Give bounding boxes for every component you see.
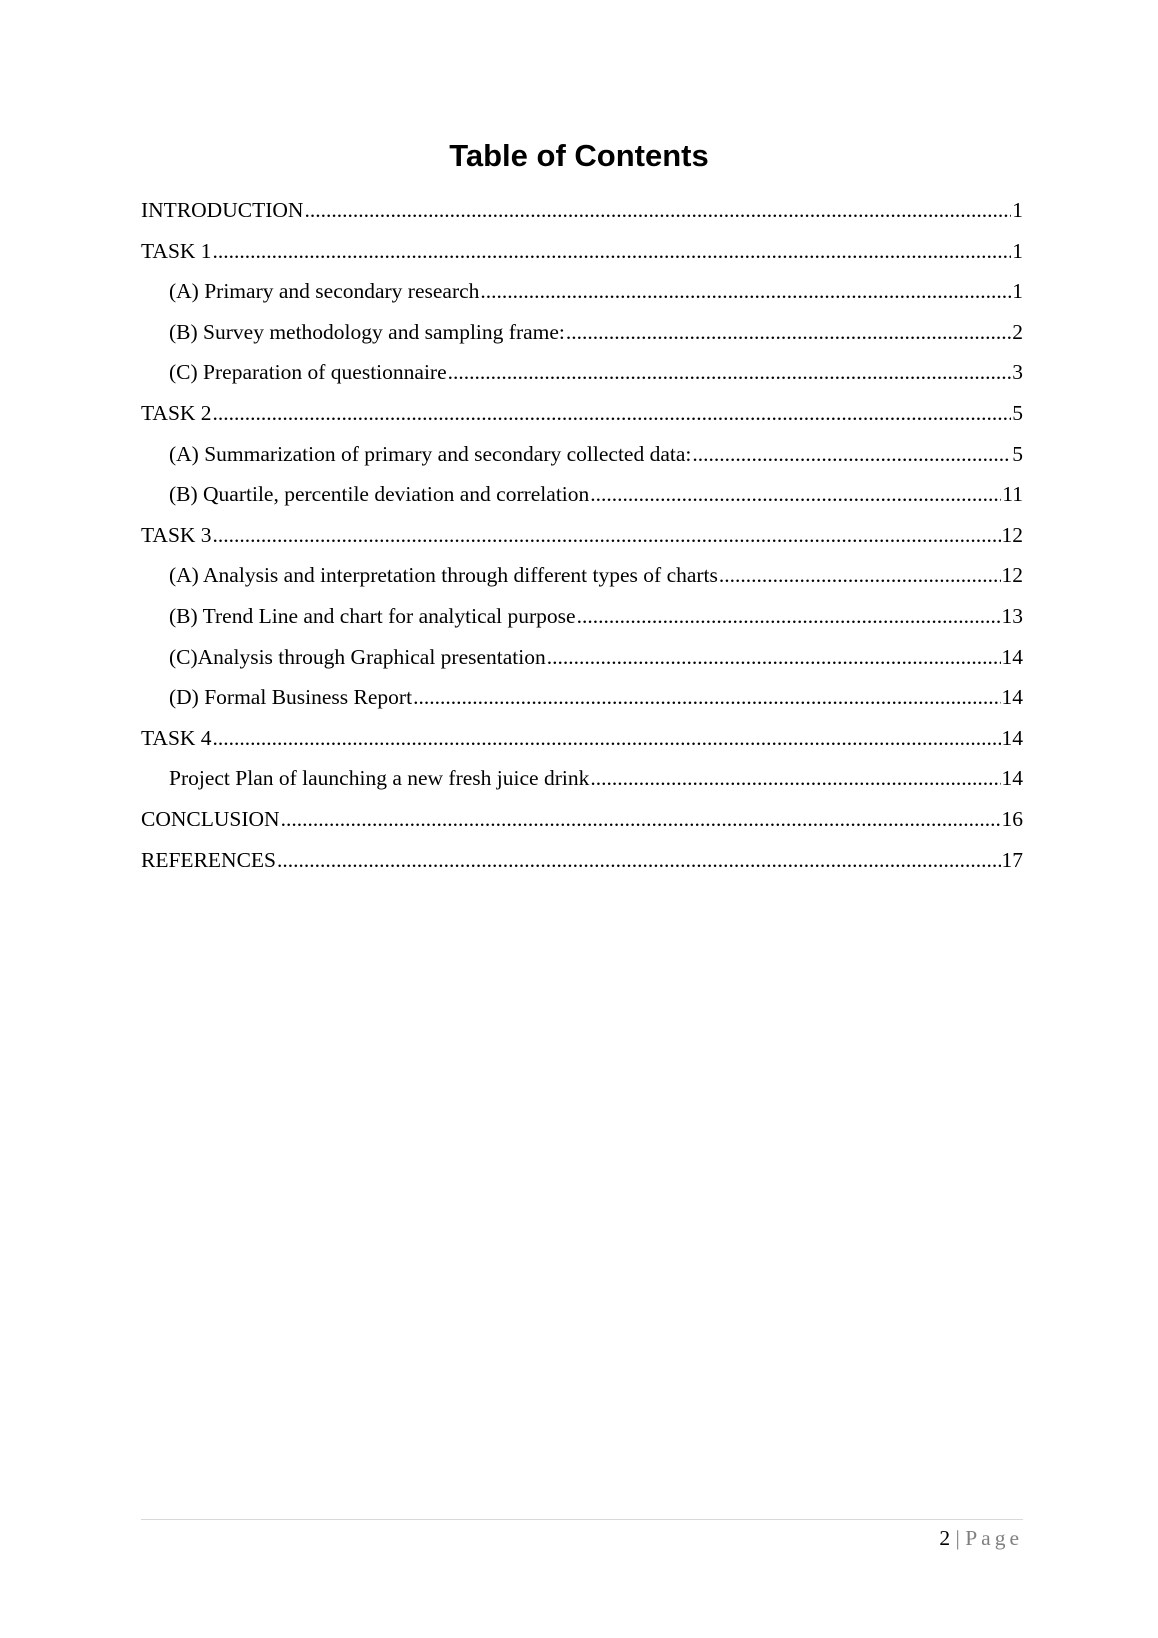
toc-dot-leader: [577, 596, 1001, 636]
toc-entry-text: (D) Formal Business Report: [169, 685, 413, 710]
toc-entry[interactable]: [141, 718, 1023, 759]
toc-entry[interactable]: [141, 352, 1023, 393]
toc-dot-leader: [213, 231, 1012, 271]
page-label: Page: [965, 1526, 1023, 1550]
toc-entry-text: (A) Summarization of primary and secondary collected data:: [169, 441, 692, 466]
toc-entry-page-number: 2: [1012, 319, 1023, 344]
page-title: Table of Contents: [449, 138, 709, 173]
toc-entry-text: (C) Preparation of questionnaire: [169, 360, 447, 385]
toc-dot-leader: [281, 799, 1001, 839]
toc-entry-text: Project Plan of launching a new fresh juice drink: [169, 766, 590, 791]
toc-entry-page-number: 14: [1001, 766, 1023, 791]
toc-dot-leader: [213, 515, 1001, 555]
toc-entry-text: TASK 4: [141, 725, 212, 750]
toc-entry-text: INTRODUCTION: [141, 198, 304, 222]
toc-entry[interactable]: [141, 271, 1023, 312]
footer-divider: [141, 1519, 1023, 1520]
toc-entry[interactable]: [141, 474, 1023, 515]
toc-entry[interactable]: [141, 637, 1023, 678]
toc-entry[interactable]: [141, 312, 1023, 353]
toc-entry-page-number: 5: [1012, 441, 1023, 466]
toc-dot-leader: [480, 271, 1011, 311]
toc-entry[interactable]: [141, 434, 1023, 475]
toc-entry-page-number: 12: [1001, 563, 1023, 588]
toc-entry-page-number: 14: [1001, 644, 1023, 669]
toc-entry-page-number: 14: [1001, 725, 1023, 750]
toc-entry-page-number: 17: [1001, 847, 1023, 872]
toc-entry-text: (A) Primary and secondary research: [169, 279, 480, 304]
toc-entry-page-number: 14: [1001, 685, 1023, 710]
toc-dot-leader: [547, 637, 1001, 677]
page-footer: [939, 1522, 1023, 1554]
toc-entry-page-number: 5: [1012, 400, 1023, 425]
toc-entry-page-number: 11: [1002, 482, 1023, 507]
toc-entry-text: (B) Quartile, percentile deviation and correlation: [169, 482, 590, 507]
toc-entry[interactable]: [141, 231, 1023, 272]
toc-entry-text: (C)Analysis through Graphical presentation: [169, 644, 546, 669]
toc-entry-text: TASK 1: [141, 238, 212, 263]
toc-entry-text: TASK 3: [141, 522, 212, 547]
toc-entry[interactable]: [141, 596, 1023, 637]
toc-entry[interactable]: [141, 677, 1023, 718]
toc-dot-leader: [566, 312, 1011, 352]
toc-dot-leader: [692, 434, 1011, 474]
toc-entry-text: (A) Analysis and interpretation through different types of charts: [169, 563, 718, 588]
toc-entry[interactable]: [141, 758, 1023, 799]
toc-entry-page-number: 12: [1001, 522, 1023, 547]
toc-entry-text: (B) Survey methodology and sampling frame:: [169, 319, 565, 344]
toc-entry-text: REFERENCES: [141, 847, 276, 872]
toc-dot-leader: [448, 352, 1012, 392]
toc-entry-page-number: 13: [1001, 603, 1023, 628]
toc-entry-text: CONCLUSION: [141, 806, 280, 831]
toc-dot-leader: [213, 718, 1001, 758]
toc-dot-leader: [213, 393, 1012, 433]
toc-entry-page-number: 3: [1012, 360, 1023, 385]
toc-dot-leader: [304, 190, 1011, 230]
toc-entry-text: (B) Trend Line and chart for analytical purpose: [169, 603, 576, 628]
page-number: 2: [939, 1526, 951, 1550]
toc-entry[interactable]: [141, 840, 1023, 881]
toc-entry-page-number: 1: [1012, 238, 1023, 263]
footer-separator: |: [955, 1526, 960, 1550]
toc-entry-page-number: 16: [1001, 806, 1023, 831]
toc-entry[interactable]: [141, 393, 1023, 434]
toc-entry-text: TASK 2: [141, 400, 212, 425]
table-of-contents: [141, 190, 1023, 880]
toc-dot-leader: [590, 474, 1001, 514]
toc-dot-leader: [590, 758, 1000, 798]
toc-entry[interactable]: [141, 555, 1023, 596]
toc-dot-leader: [719, 555, 1001, 595]
toc-entry[interactable]: [141, 799, 1023, 840]
toc-dot-leader: [277, 840, 1001, 880]
toc-entry-page-number: 1: [1012, 198, 1023, 222]
toc-entry[interactable]: [141, 190, 1023, 231]
toc-entry[interactable]: [141, 515, 1023, 556]
toc-entry-page-number: 1: [1012, 279, 1023, 304]
toc-dot-leader: [413, 677, 1000, 717]
